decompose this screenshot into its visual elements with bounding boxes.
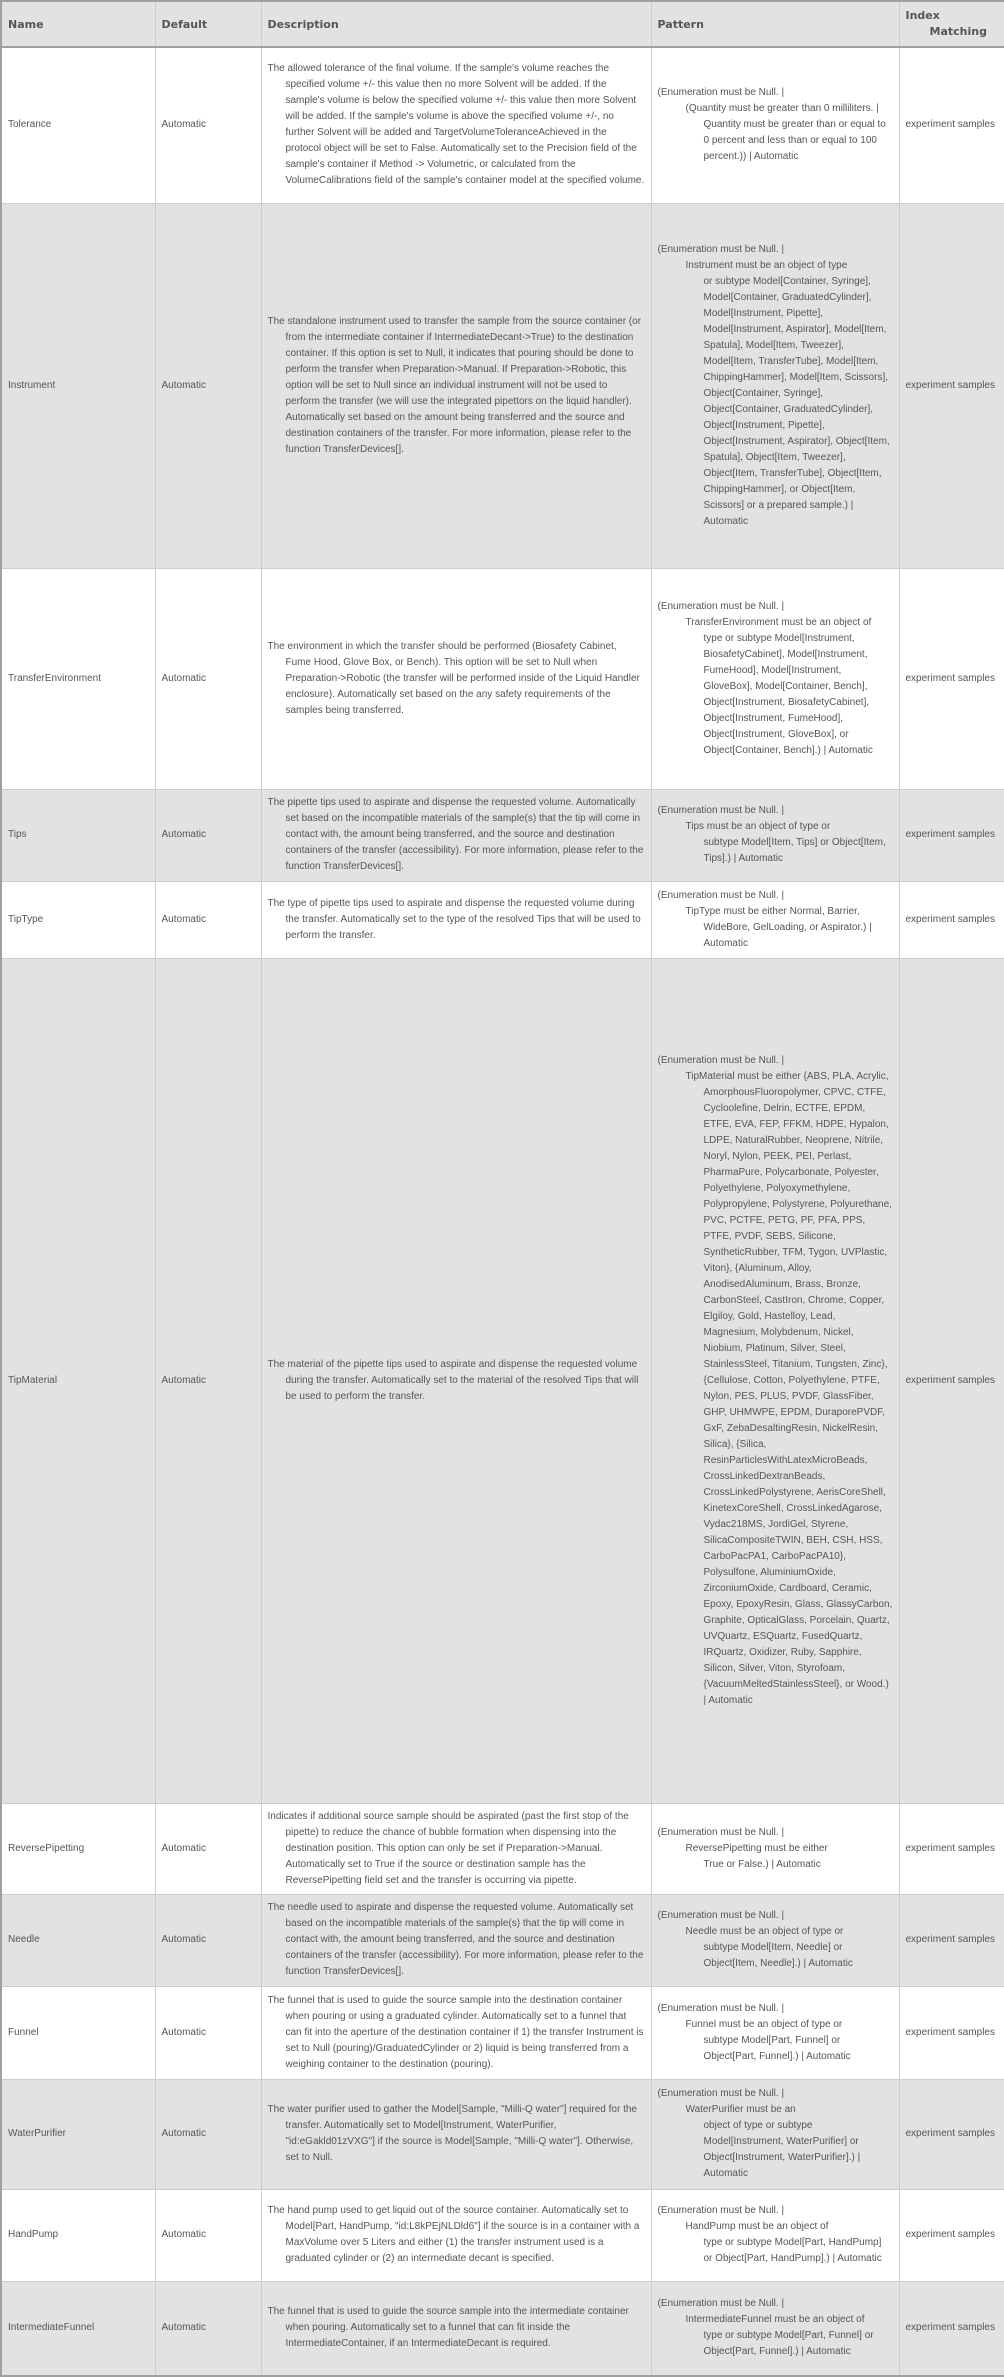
- option-description: [261, 2281, 651, 2376]
- table-row: [1, 1803, 1004, 1894]
- option-name: Tolerance: [1, 47, 155, 203]
- header-description: Description: [261, 1, 651, 47]
- pattern-head: (Enumeration must be Null. |: [657, 600, 785, 612]
- pattern-mid: TransferEnvironment must be an object of: [685, 616, 872, 628]
- pattern-head: (Enumeration must be Null. |: [657, 889, 785, 901]
- pattern-body: subtype Model[Item, Needle] or Object[Item, Needle].) | Automatic: [703, 1942, 853, 1969]
- option-pattern: [651, 47, 899, 203]
- pattern-body: subtype Model[Item, Tips] or Object[Item, Tips].) | Automatic: [703, 837, 886, 864]
- option-index-matching: experiment samples: [899, 2079, 1004, 2189]
- pattern-mid: Needle must be an object of type or: [685, 1926, 844, 1937]
- pattern-head: (Enumeration must be Null. |: [657, 2298, 785, 2310]
- option-index-matching: experiment samples: [899, 1894, 1004, 1986]
- option-pattern: [651, 203, 899, 568]
- option-index-matching: experiment samples: [899, 568, 1004, 789]
- pattern-mid: ReversePipetting must be either: [685, 1842, 828, 1854]
- option-default: Automatic: [155, 203, 261, 568]
- option-name: HandPump: [1, 2189, 155, 2281]
- option-default: Automatic: [155, 958, 261, 1803]
- option-description: [261, 203, 651, 568]
- option-default: Automatic: [155, 2189, 261, 2281]
- option-pattern: [651, 568, 899, 789]
- option-description: [261, 1986, 651, 2079]
- option-description-text: The standalone instrument used to transfer the sample from the source container (or from the intermediate container if IntermediateDecant->True) to the destination container. If this option is set to Null, it indicates that pouring should be done to perform the transfer when Preparation->Manual. If Preparation->Robotic, this option will be set to Null since an individual instrument will not be used to perform the transfer (we will use the integrated pipettors on the liquid handler). Automatically set based on the amount being transferred and the source and destination containers of the transfer. For more information, please refer to the function TransferDevices[].: [267, 315, 642, 455]
- option-default: Automatic: [155, 568, 261, 789]
- pattern-mid: (Quantity must be greater than 0 milliliters. |: [685, 103, 879, 115]
- header-index-line2: Matching: [929, 25, 987, 38]
- option-pattern: [651, 1803, 899, 1894]
- option-default: Automatic: [155, 2281, 261, 2376]
- header-index-line1: Index: [905, 9, 940, 22]
- option-index-matching: experiment samples: [899, 2189, 1004, 2281]
- table-row: [1, 568, 1004, 789]
- pattern-mid: Funnel must be an object of type or: [685, 2018, 843, 2030]
- option-description-text: The type of pipette tips used to aspirate and dispense the requested volume during the transfer. Automatically set to the type of the resolved Tips that will be used to perform the transfer.: [267, 897, 641, 941]
- pattern-mid: TipType must be either Normal, Barrier,: [685, 905, 860, 917]
- option-description-text: The environment in which the transfer should be performed (Biosafety Cabinet, Fume Hood, Glove Box, or Bench). This option will be set to Null when Preparation->Robotic (the transfer will be performed inside of the Liquid Handler enclosure). Automatically set based on the any safety requirements of the samples being transferred.: [267, 640, 640, 716]
- pattern-head: (Enumeration must be Null. |: [657, 1826, 785, 1838]
- option-pattern: [651, 789, 899, 881]
- option-pattern: [651, 881, 899, 958]
- pattern-head: (Enumeration must be Null. |: [657, 1910, 785, 1921]
- option-default: Automatic: [155, 1894, 261, 1986]
- table-row: [1, 203, 1004, 568]
- option-description: [261, 568, 651, 789]
- option-index-matching: experiment samples: [899, 47, 1004, 203]
- option-name: TipMaterial: [1, 958, 155, 1803]
- option-default: Automatic: [155, 1803, 261, 1894]
- pattern-mid: IntermediateFunnel must be an object of: [685, 2314, 865, 2326]
- pattern-body: subtype Model[Part, Funnel] or Object[Part, Funnel].) | Automatic: [703, 2034, 851, 2062]
- option-default: Automatic: [155, 2079, 261, 2189]
- option-description: [261, 789, 651, 881]
- option-name: Instrument: [1, 203, 155, 568]
- option-description: [261, 47, 651, 203]
- header-index-matching: [899, 1, 1004, 47]
- option-default: Automatic: [155, 47, 261, 203]
- pattern-body: type or subtype Model[Instrument, BiosafetyCabinet], Model[Instrument, FumeHood], Model[Instrument, GloveBox], Model[Container, Bench], Object[Instrument, BiosafetyCabinet], Object[Instrument, FumeHood], Object[Instrument, GloveBox], or Object[Container, Bench].) | Automatic: [703, 632, 873, 756]
- pattern-body: type or subtype Model[Part, HandPump] or Object[Part, HandPump].) | Automatic: [703, 2237, 882, 2264]
- option-description: [261, 958, 651, 1803]
- option-name: Funnel: [1, 1986, 155, 2079]
- option-name: Tips: [1, 789, 155, 881]
- pattern-body: type or subtype Model[Part, Funnel] or Object[Part, Funnel].) | Automatic: [703, 2330, 874, 2358]
- header-default: Default: [155, 1, 261, 47]
- table-row: [1, 1986, 1004, 2079]
- pattern-head: (Enumeration must be Null. |: [657, 2002, 785, 2014]
- option-pattern: [651, 2189, 899, 2281]
- table-row: [1, 2079, 1004, 2189]
- pattern-mid: Tips must be an object of type or: [685, 821, 831, 832]
- table-row: [1, 958, 1004, 1803]
- option-index-matching: experiment samples: [899, 881, 1004, 958]
- option-description: [261, 1803, 651, 1894]
- option-index-matching: experiment samples: [899, 789, 1004, 881]
- header-row: [1, 1, 1004, 47]
- option-name: TipType: [1, 881, 155, 958]
- table-row: [1, 789, 1004, 881]
- pattern-head: (Enumeration must be Null. |: [657, 2088, 785, 2099]
- option-name: WaterPurifier: [1, 2079, 155, 2189]
- pattern-body: AmorphousFluoropolymer, CPVC, CTFE, Cycloolefine, Delrin, ECTFE, EPDM, ETFE, EVA, FEP, FFKM, HDPE, Hypalon, LDPE, NaturalRubber, Neoprene, Nitrile, Noryl, Nylon, PEEK, PEI, Perlast, PharmaPure, Polycarbonate, Polyester, Polyethylene, Polyoxymethylene, Polypropylene, Polystyrene, Polyurethane, PVC, PCTFE, PETG, PF, PFA, PPS, PTFE, PVDF, SEBS, Silicone, SyntheticRubber, TFM, Tygon, UVPlastic, Viton}, {Aluminum, Alloy, AnodisedAluminum, Brass, Bronze, CarbonSteel, CastIron, Chrome, Copper, Elgiloy, Gold, Hastelloy, Lead, Magnesium, Molybdenum, Nickel, Niobium, Platinum, Silver, Steel, StainlessSteel, Titanium, Tungsten, Zinc}, {Cellulose, Cotton, Polyethylene, PTFE, Nylon, PES, PLUS, PVDF, GlassFiber, GHP, UHMWPE, EPDM, DuraporePVDF, GxF, ZebaDesaltingResin, NickelResin, Silica}, {Silica, ResinParticlesWithLatexMicroBeads, CrossLinkedDextranBeads, CrossLinkedPolystyrene, AerisCoreShell, KinetexCoreShell, CrossLinkedAgarose, Vydac218MS, JordiGel, Styrene, SilicaCompositeTWIN, BEH, CSH, HSS, CarboPacPA1, CarboPacPA10}, Polysulfone, AluminiumOxide, ZirconiumOxide, Cardboard, Ceramic, Epoxy, EpoxyResin, Glass, GlassyCarbon, Graphite, OpticalGlass, Porcelain, Quartz, UVQuartz, ESQuartz, FusedQuartz, IRQuartz, Oxidizer, Ruby, Sapphire, Silicon, Silver, Viton, Styrofoam, {VacuumMeltedStainlessSteel}, or Wood.) | Automatic: [703, 1086, 893, 1706]
- option-index-matching: experiment samples: [899, 958, 1004, 1803]
- option-description-text: The funnel that is used to guide the source sample into the intermediate container when pouring. Automatically set to a funnel that can fit inside the IntermediateContainer, if an IntermediateDecant is required.: [267, 2306, 629, 2350]
- option-description-text: The water purifier used to gather the Model[Sample, "Milli-Q water"] required for the transfer. Automatically set to Model[Instrument, WaterPurifier, "id:eGakld01zVXG"] if the source is Model[Sample, "Milli-Q water"]. Otherwise, set to Null.: [267, 2104, 637, 2163]
- option-description-text: The material of the pipette tips used to aspirate and dispense the requested volume during the transfer. Automatically set to the material of the resolved Tips that will be used to perform the transfer.: [267, 1358, 639, 1402]
- option-name: IntermediateFunnel: [1, 2281, 155, 2376]
- table-row: [1, 2281, 1004, 2376]
- pattern-mid: WaterPurifier must be an: [685, 2104, 796, 2115]
- pattern-head: (Enumeration must be Null. |: [657, 805, 785, 816]
- option-pattern: [651, 2281, 899, 2376]
- pattern-head: (Enumeration must be Null. |: [657, 87, 785, 99]
- option-index-matching: experiment samples: [899, 1986, 1004, 2079]
- header-pattern: Pattern: [651, 1, 899, 47]
- option-name: Needle: [1, 1894, 155, 1986]
- option-description: [261, 2189, 651, 2281]
- pattern-mid: HandPump must be an object of: [685, 2221, 829, 2232]
- option-default: Automatic: [155, 1986, 261, 2079]
- pattern-head: (Enumeration must be Null. |: [657, 2205, 785, 2216]
- pattern-body: True or False.) | Automatic: [703, 1858, 821, 1870]
- option-index-matching: experiment samples: [899, 2281, 1004, 2376]
- pattern-body: or subtype Model[Container, Syringe], Model[Container, GraduatedCylinder], Model[Instrument, Pipette], Model[Instrument, Aspirator], Model[Item, Spatula], Model[Item, Tweezer], Model[Item, TransferTube], Model[Item, ChippingHammer], Model[Item, Scissors], Object[Container, Syringe], Object[Container, GraduatedCylinder], Object[Instrument, Pipette], Object[Instrument, Aspirator], Object[Item, Spatula], Object[Item, Tweezer], Object[Item, TransferTube], Object[Item, ChippingHammer], or Object[Item, Scissors] or a prepared sample.) | Automatic: [703, 275, 890, 527]
- option-pattern: [651, 2079, 899, 2189]
- option-description-text: Indicates if additional source sample should be aspirated (past the first stop of the pipette) to reduce the chance of bubble formation when dispensing into the destination position. This option can only be set if Preparation->Manual. Automatically set to True if the source or destination sample has the ReversePipetting field set and the transfer is occurring via pipette.: [267, 1810, 629, 1886]
- option-pattern: [651, 1894, 899, 1986]
- option-index-matching: experiment samples: [899, 203, 1004, 568]
- option-default: Automatic: [155, 881, 261, 958]
- pattern-head: (Enumeration must be Null. |: [657, 1054, 785, 1066]
- option-description: [261, 2079, 651, 2189]
- option-pattern: [651, 1986, 899, 2079]
- table-row: [1, 47, 1004, 203]
- pattern-body: Quantity must be greater than or equal to 0 percent and less than or equal to 100 percent.)) | Automatic: [703, 119, 886, 163]
- option-description-text: The funnel that is used to guide the source sample into the destination container when pouring or using a graduated cylinder. Automatically set to a funnel that can fit into the aperture of the destination container if 1) the transfer Instrument is set to Null (pouring)/GraduatedCylinder or 2) liquid is being transferred from a weighing container to the destination (pouring).: [267, 1994, 644, 2070]
- option-description: [261, 881, 651, 958]
- option-name: ReversePipetting: [1, 1803, 155, 1894]
- option-description-text: The hand pump used to get liquid out of the source container. Automatically set to Model[Part, HandPump, "id:L8kPEjNLDld6"] if the source is in a container with a MaxVolume over 5 Liters and either (1) the transfer instrument used is a graduated cylinder or (2) an intermediate decant is specified.: [267, 2205, 640, 2264]
- pattern-body: object of type or subtype Model[Instrument, WaterPurifier] or Object[Instrument, WaterPurifier].) | Automatic: [703, 2120, 861, 2179]
- pattern-body: WideBore, GelLoading, or Aspirator.) | Automatic: [703, 921, 872, 949]
- option-description: [261, 1894, 651, 1986]
- header-name: Name: [1, 1, 155, 47]
- pattern-mid: Instrument must be an object of type: [685, 259, 848, 271]
- option-description-text: The needle used to aspirate and dispense the requested volume. Automatically set based on the incompatible materials of the sample(s) that the tip will come in contact with, the amount being transferred, and the source and destination containers of the transfer (accessibility). For more information, please refer to the function TransferDevices[].: [267, 1902, 644, 1977]
- table-row: [1, 2189, 1004, 2281]
- option-name: TransferEnvironment: [1, 568, 155, 789]
- option-index-matching: experiment samples: [899, 1803, 1004, 1894]
- option-default: Automatic: [155, 789, 261, 881]
- option-pattern: [651, 958, 899, 1803]
- pattern-mid: TipMaterial must be either {ABS, PLA, Acrylic,: [685, 1070, 889, 1082]
- option-description-text: The pipette tips used to aspirate and dispense the requested volume. Automatically set based on the incompatible materials of the sample(s) that the tip will come in contact with, the amount being transferred, and the source and destination containers of the transfer (accessibility). For more information, please refer to the function TransferDevices[].: [267, 797, 644, 872]
- pattern-head: (Enumeration must be Null. |: [657, 243, 785, 255]
- table-row: [1, 881, 1004, 958]
- option-description-text: The allowed tolerance of the final volume. If the sample's volume reaches the specified volume +/- this value then no more Solvent will be added. If the sample's volume is below the specified volume +/- this value then more Solvent will be added. If the sample's volume is above the specified volume +/-, no further Solvent will be added and TargetVolumeToleranceAchieved in the protocol object will be set to False. Automatically set to the Precision field of the sample's container if Method -> Volumetric, or calculated from the VolumeCalibrations field of the sample's container model at the specified volume.: [267, 63, 645, 187]
- table-row: [1, 1894, 1004, 1986]
